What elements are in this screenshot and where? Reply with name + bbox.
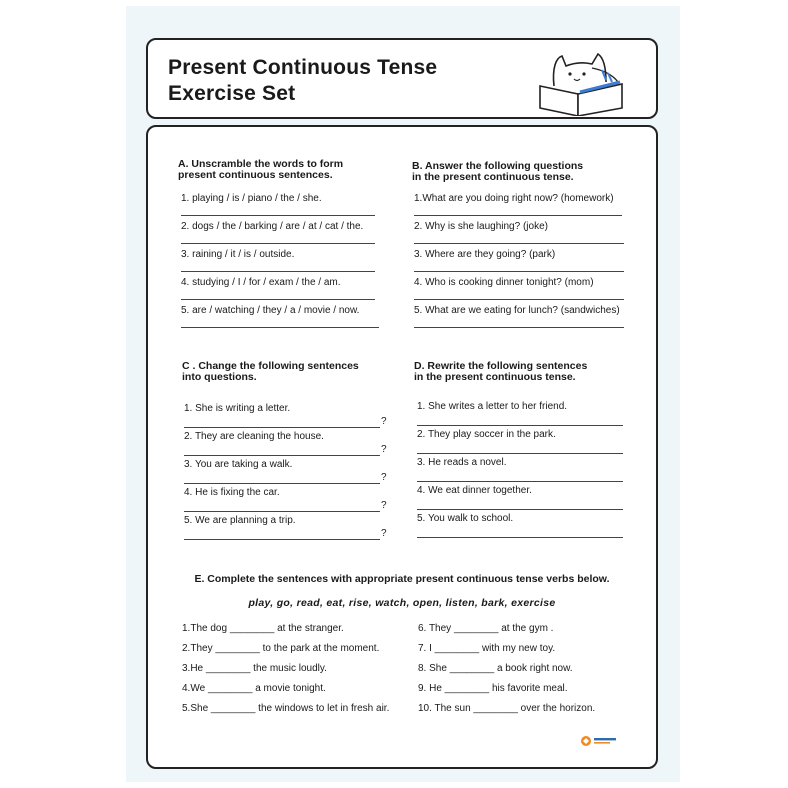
header-card: [146, 38, 658, 119]
exercise-card: [146, 125, 658, 769]
answer-line[interactable]: [184, 483, 380, 484]
section-c-title: C . Change the following sentences into questions.: [182, 360, 359, 383]
answer-line[interactable]: [181, 243, 375, 244]
answer-line[interactable]: [181, 271, 375, 272]
section-e-item: 10. The sun ________ over the horizon.: [418, 703, 596, 714]
answer-line[interactable]: [417, 509, 623, 510]
section-c-item: 4. He is fixing the car.: [184, 487, 280, 498]
section-e-item: 6. They ________ at the gym .: [418, 623, 554, 634]
section-c-item: 3. You are taking a walk.: [184, 459, 293, 470]
section-e-item: 9. He ________ his favorite meal.: [418, 683, 568, 694]
section-c-item: 5. We are planning a trip.: [184, 515, 296, 526]
section-b-item: 5. What are we eating for lunch? (sandwiches): [414, 305, 620, 316]
title-line-2: Exercise Set: [168, 82, 296, 105]
section-a-title: A. Unscramble the words to form present continuous sentences.: [178, 158, 344, 181]
section-e-item: 2.They ________ to the park at the moment.: [182, 643, 380, 654]
section-e-item: 3.He ________ the music loudly.: [182, 663, 327, 674]
section-e-title: E. Complete the sentences with appropriate present continuous tense verbs below.: [194, 573, 610, 585]
section-d-item: 2. They play soccer in the park.: [417, 429, 556, 440]
question-mark: ?: [381, 416, 387, 427]
section-b-item: 1.What are you doing right now? (homework): [414, 193, 614, 204]
section-d-item: 5. You walk to school.: [417, 513, 514, 524]
section-e-item: 8. She ________ a book right now.: [418, 663, 573, 674]
section-a-item: 5. are / watching / they / a / movie / now.: [181, 305, 360, 316]
answer-line[interactable]: [184, 511, 380, 512]
section-e-item: 5.She ________ the windows to let in fresh air.: [182, 703, 390, 714]
answer-line[interactable]: [417, 481, 623, 482]
section-d-item: 4. We eat dinner together.: [417, 485, 532, 496]
section-a-item: 2. dogs / the / barking / are / at / cat / the.: [181, 221, 364, 232]
section-d-title: D. Rewrite the following sentences in the present continuous tense.: [414, 360, 588, 383]
section-b-title: B. Answer the following questions in the present continuous tense.: [412, 160, 584, 183]
section-d-item: 3. He reads a novel.: [417, 457, 507, 468]
section-b-item: 2. Why is she laughing? (joke): [414, 221, 548, 232]
answer-line[interactable]: [414, 299, 624, 300]
section-e-item: 7. I ________ with my new toy.: [418, 643, 556, 654]
question-mark: ?: [381, 472, 387, 483]
answer-line[interactable]: [414, 243, 624, 244]
answer-line[interactable]: [184, 427, 380, 428]
section-e-item: 4.We ________ a movie tonight.: [182, 683, 326, 694]
answer-line[interactable]: [414, 327, 624, 328]
answer-line[interactable]: [414, 271, 624, 272]
brand-logo-icon: [580, 733, 620, 749]
section-c-item: 2. They are cleaning the house.: [184, 431, 324, 442]
answer-line[interactable]: [184, 455, 380, 456]
answer-line[interactable]: [417, 453, 623, 454]
question-mark: ?: [381, 528, 387, 539]
answer-line[interactable]: [414, 215, 622, 216]
title-line-1: Present Continuous Tense: [168, 56, 438, 79]
answer-line[interactable]: [184, 539, 380, 540]
section-d-item: 1. She writes a letter to her friend.: [417, 401, 568, 412]
answer-line[interactable]: [417, 537, 623, 538]
cat-reading-book-icon: [532, 46, 628, 116]
section-e-item: 1.The dog ________ at the stranger.: [182, 623, 344, 634]
question-mark: ?: [381, 444, 387, 455]
section-b-item: 3. Where are they going? (park): [414, 249, 556, 260]
section-b-item: 4. Who is cooking dinner tonight? (mom): [414, 277, 594, 288]
question-mark: ?: [381, 500, 387, 511]
section-a-item: 1. playing / is / piano / the / she.: [181, 193, 322, 204]
answer-line[interactable]: [181, 215, 375, 216]
answer-line[interactable]: [181, 299, 375, 300]
section-a-item: 4. studying / I / for / exam / the / am.: [181, 277, 341, 288]
section-a-item: 3. raining / it / is / outside.: [181, 249, 295, 260]
section-c-item: 1. She is writing a letter.: [184, 403, 291, 414]
answer-line[interactable]: [417, 425, 623, 426]
word-bank: play, go, read, eat, rise, watch, open, listen, bark, exercise: [248, 597, 556, 609]
answer-line[interactable]: [181, 327, 379, 328]
